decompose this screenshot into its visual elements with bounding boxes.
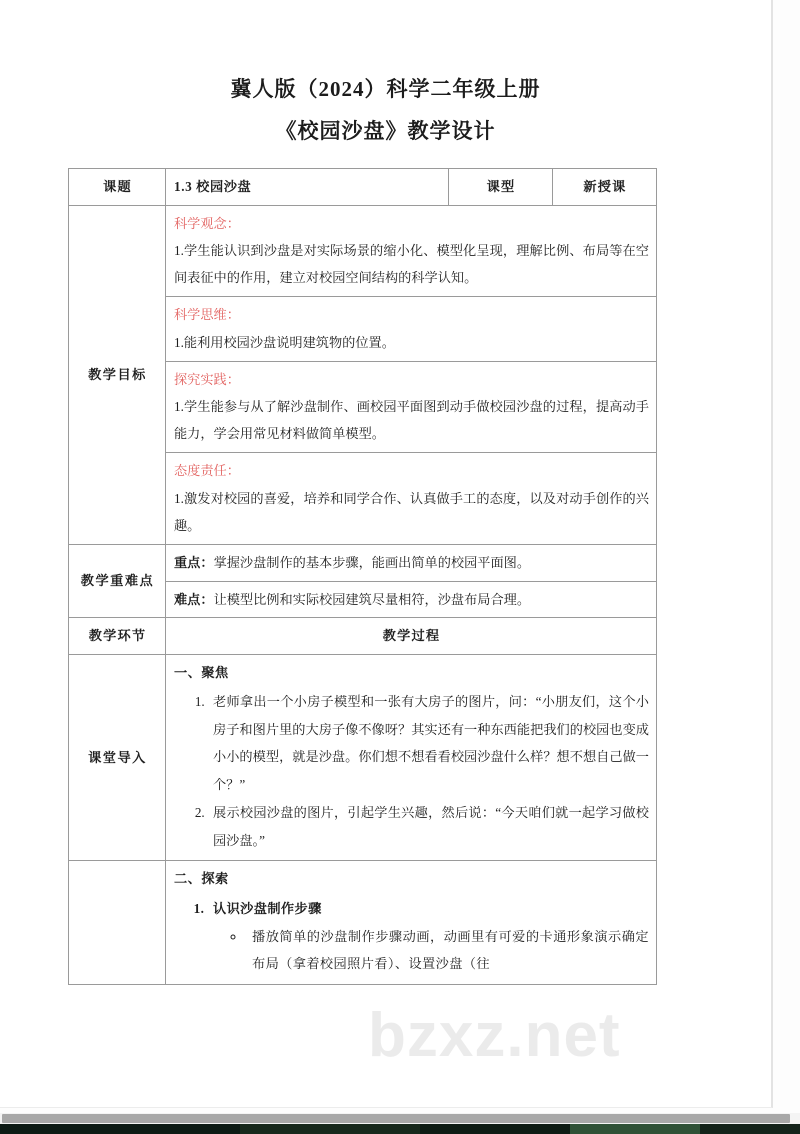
lesson-type-label: 课型 (449, 169, 553, 206)
objective-cell-concept (166, 205, 657, 297)
bottom-edge-strip (0, 1124, 800, 1134)
intro-section-heading: 一、聚焦 (174, 665, 229, 680)
intro-content-cell (166, 655, 657, 861)
explore-item-title: 认识沙盘制作步骤 (213, 900, 322, 916)
teaching-process-label: 教学过程 (166, 618, 657, 655)
table-row-intro (69, 655, 657, 861)
objectives-label: 教学目标 (69, 205, 166, 544)
objective-heading-concept: 科学观念： (174, 215, 240, 231)
lesson-type-value: 新授课 (553, 169, 657, 206)
intro-label: 课堂导入 (69, 655, 166, 861)
topic-label: 课题 (69, 169, 166, 206)
objective-cell-thinking (166, 297, 657, 361)
list-item: ◦ 播放简单的沙盘制作步骤动画，动画里有可爱的卡通形象演示确定布局（拿着校园照片看）、设置沙盘（往 (246, 923, 649, 978)
objective-heading-thinking: 科学思维： (174, 307, 240, 323)
objective-text-thinking: 1.能利用校园沙盘说明建筑物的位置。 (174, 334, 395, 350)
objective-text-practice: 1.学生能参与从了解沙盘制作、画校园平面图到动手做校园沙盘的过程，提高动手能力，学会用常见材料做简单模型。 (174, 399, 649, 442)
table-row-objective-1 (69, 205, 657, 297)
difficulty-text: 让模型比例和实际校园建筑尽量相符，沙盘布局合理。 (213, 591, 531, 607)
explore-step-list (208, 895, 649, 978)
key-point-text: 掌握沙盘制作的基本步骤，能画出简单的校园平面图。 (213, 554, 531, 570)
difficulty-cell (166, 581, 657, 618)
objective-heading-practice: 探究实践： (174, 371, 240, 387)
horizontal-scrollbar[interactable] (0, 1113, 800, 1124)
objective-text-concept: 1.学生能认识到沙盘是对实际场景的缩小化、模型化呈现，理解比例、布局等在空间表征中的作用，建立对校园空间结构的科学认知。 (174, 243, 649, 286)
key-point-cell (166, 544, 657, 581)
teaching-stage-label: 教学环节 (69, 618, 166, 655)
explore-label (69, 861, 166, 985)
table-row-key-point (69, 544, 657, 581)
lesson-plan-table (68, 168, 657, 985)
table-row-explore (69, 861, 657, 985)
difficulty-prefix: 难点： (174, 591, 214, 607)
topic-value: 1.3 校园沙盘 (166, 169, 449, 206)
key-difficulty-label: 教学重难点 (69, 544, 166, 617)
explore-content-cell (166, 861, 657, 985)
scrollbar-thumb[interactable] (2, 1114, 790, 1123)
key-point-prefix: 重点： (174, 554, 214, 570)
document-subtitle: 《校园沙盘》教学设计 (275, 118, 496, 143)
list-item (208, 895, 649, 978)
objective-heading-attitude: 态度责任： (174, 463, 240, 479)
objective-cell-practice (166, 361, 657, 453)
list-item: 2. 展示校园沙盘的图片，引起学生兴趣，然后说：“今天咱们就一起学习做校园沙盘。” (208, 799, 649, 854)
list-item: 1. 老师拿出一个小房子模型和一张有大房子的图片，问：“小朋友们，这个小房子和图片里的大房子像不像呀？其实还有一种东西能把我们的校园也变成小小的模型，就是沙盘。你们想不想看看校园沙盘什么样？想不想自己做一个？” (208, 688, 649, 798)
objective-text-attitude: 1.激发对校园的喜爱，培养和同学合作、认真做手工的态度，以及对动手创作的兴趣。 (174, 490, 649, 533)
objective-cell-attitude (166, 453, 657, 545)
document-title: 冀人版（2024）科学二年级上册 (230, 77, 541, 101)
explore-section-heading: 二、探索 (174, 871, 229, 887)
watermark-text: bzxz.net (368, 1001, 621, 1070)
title-block (0, 0, 771, 147)
intro-step-list (208, 688, 649, 854)
table-row-process-header (69, 618, 657, 655)
explore-sub-list (246, 923, 649, 978)
table-row-topic (69, 169, 657, 206)
